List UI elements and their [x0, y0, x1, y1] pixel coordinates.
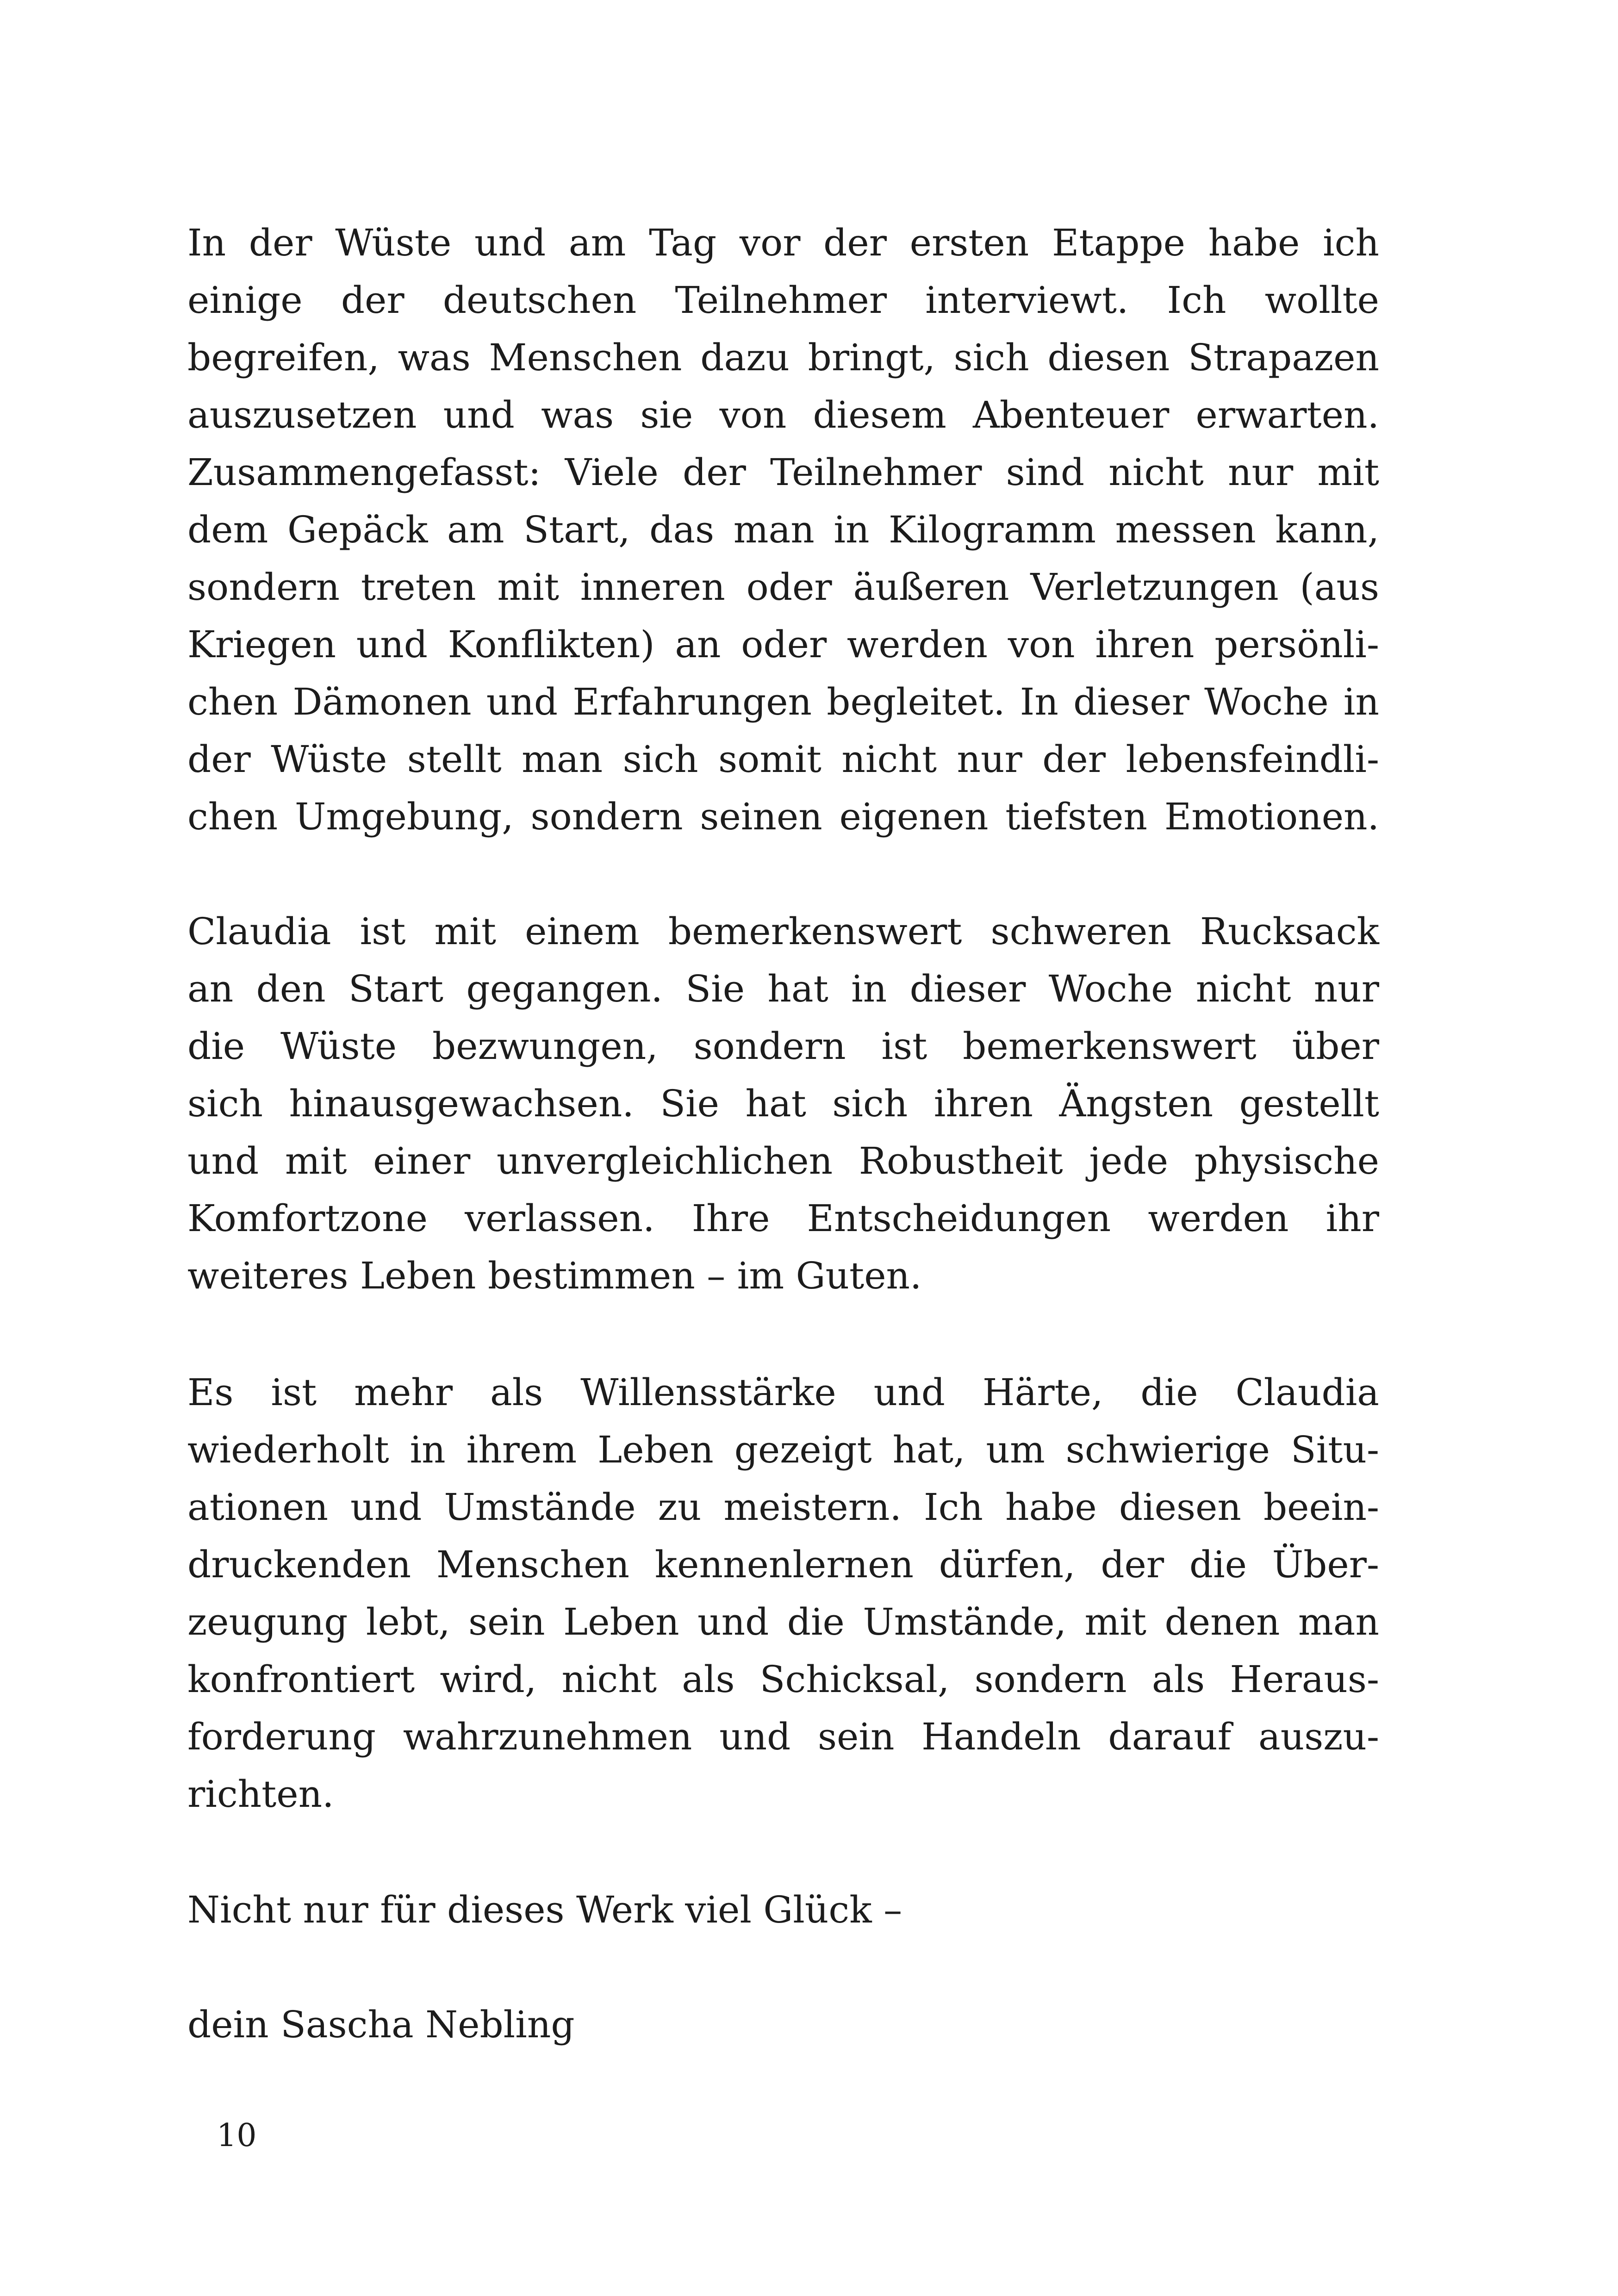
text-line: einige der deutschen Teilnehmer interviewt. Ich wollte — [187, 279, 1379, 322]
paragraph-3 — [187, 1364, 1379, 1823]
text-line: chen Dämonen und Erfahrungen begleitet. In dieser Woche in — [187, 680, 1379, 723]
page-number: 10 — [217, 2117, 257, 2154]
text-line: Komfortzone verlassen. Ihre Entscheidungen werden ihr — [187, 1197, 1379, 1240]
text-line: forderung wahrzunehmen und sein Handeln darauf auszu- — [187, 1715, 1379, 1758]
text-line: Zusammengefasst: Viele der Teilnehmer sind nicht nur mit — [187, 451, 1379, 494]
signature — [187, 1996, 1379, 2053]
text-line: begreifen, was Menschen dazu bringt, sich diesen Strapazen — [187, 336, 1379, 379]
closing-text: Nicht nur für dieses Werk viel Glück – — [187, 1888, 902, 1931]
text-line: chen Umgebung, sondern seinen eigenen tiefsten Emotionen. — [187, 795, 1379, 838]
paragraph-2 — [187, 903, 1379, 1305]
text-line: sich hinausgewachsen. Sie hat sich ihren Ängsten gestellt — [187, 1082, 1379, 1125]
text-line: Es ist mehr als Willensstärke und Härte, die Claudia — [187, 1371, 1379, 1414]
text-line: konfrontiert wird, nicht als Schicksal, sondern als Heraus- — [187, 1658, 1379, 1701]
text-line: richten. — [187, 1773, 334, 1816]
signature-text: dein Sascha Nebling — [187, 2003, 575, 2046]
text-line: ationen und Umstände zu meistern. Ich habe diesen beein- — [187, 1486, 1379, 1529]
text-line: die Wüste bezwungen, sondern ist bemerkenswert über — [187, 1025, 1379, 1068]
text-line: In der Wüste und am Tag vor der ersten Etappe habe ich — [187, 221, 1379, 264]
text-line: dem Gepäck am Start, das man in Kilogramm messen kann, — [187, 508, 1379, 551]
closing-line — [187, 1881, 1379, 1939]
text-line: und mit einer unvergleichlichen Robustheit jede physische — [187, 1139, 1379, 1182]
text-line: auszusetzen und was sie von diesem Abenteuer erwarten. — [187, 393, 1379, 436]
text-line: Claudia ist mit einem bemerkenswert schweren Rucksack — [187, 910, 1379, 953]
text-line: weiteres Leben bestimmen – im Guten. — [187, 1254, 922, 1297]
paragraph-1 — [187, 214, 1379, 846]
text-line: sondern treten mit inneren oder äußeren Verletzungen (aus — [187, 566, 1379, 609]
text-line: wiederholt in ihrem Leben gezeigt hat, um schwierige Situ- — [187, 1428, 1379, 1471]
text-line: der Wüste stellt man sich somit nicht nur der lebensfeindli- — [187, 738, 1379, 781]
text-line: druckenden Menschen kennenlernen dürfen, der die Über- — [187, 1543, 1379, 1586]
text-line: zeugung lebt, sein Leben und die Umstände, mit denen man — [187, 1600, 1379, 1643]
text-line: Kriegen und Konflikten) an oder werden von ihren persönli- — [187, 623, 1379, 666]
text-line: an den Start gegangen. Sie hat in dieser Woche nicht nur — [187, 967, 1379, 1010]
